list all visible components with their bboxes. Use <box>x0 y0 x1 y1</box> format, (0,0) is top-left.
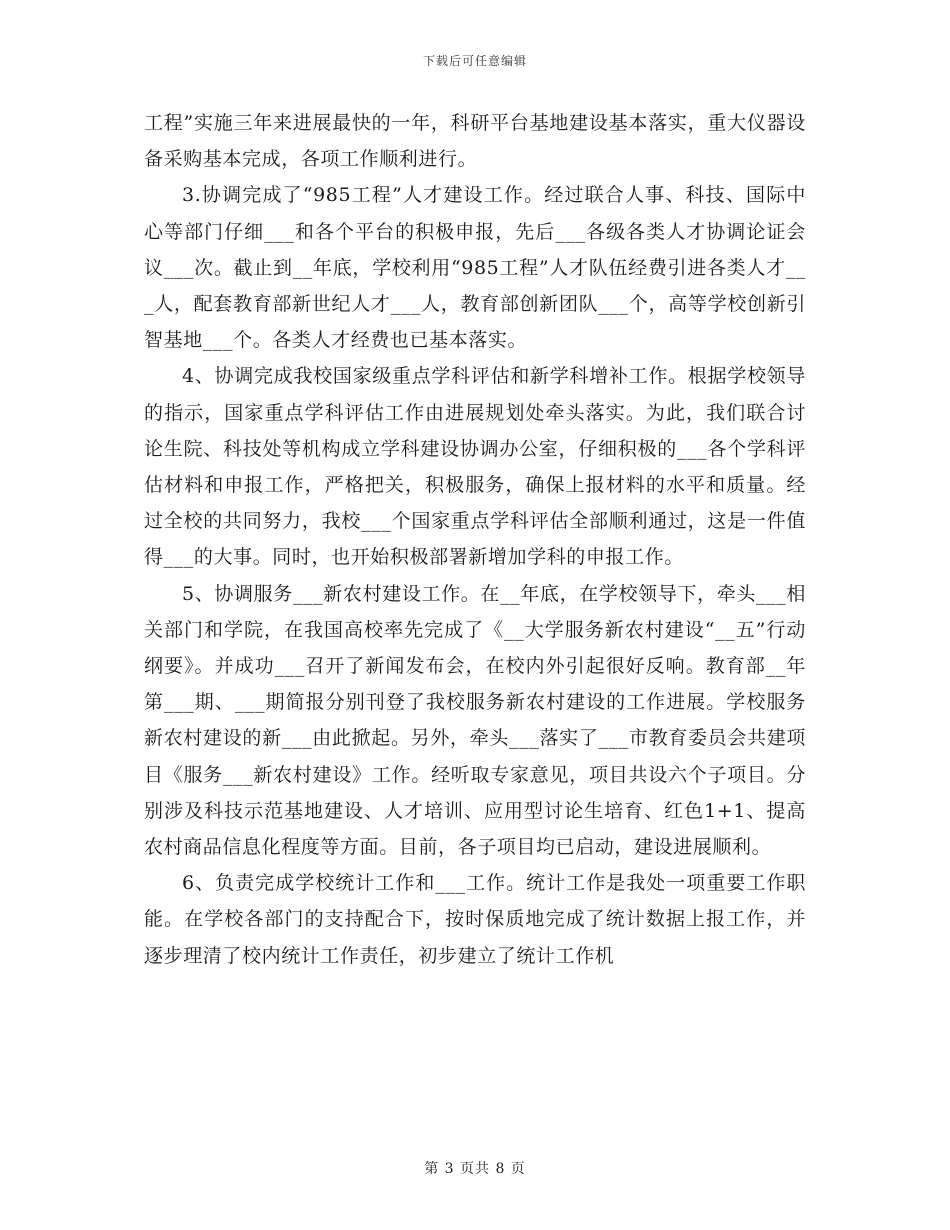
paragraph-item-3: 3.协调完成了“985工程”人才建设工作。经过联合人事、科技、国际中心等部门仔细___和各个平台的积极申报，先后___各级各类人才协调论证会议___次。截止到__年底，学校利用“985工程”人才队伍经费引进各类人才___人，配套教育部新世纪人才___人，教育部创新团队___个，高等学校创新引智基地___个。各类人才经费也已基本落实。 <box>144 184 806 352</box>
paragraph-item-4: 4、协调完成我校国家级重点学科评估和新学科增补工作。根据学校领导的指示，国家重点学科评估工作由进展规划处牵头落实。为此，我们联合讨论生院、科技处等机构成立学科建设协调办公室，仔细积极的___各个学科评估材料和申报工作，严格把关，积极服务，确保上报材料的水平和质量。经过全校的共同努力，我校___个国家重点学科评估全部顺利通过，这是一件值得___的大事。同时，也开始积极部署新增加学科的申报工作。 <box>144 365 806 569</box>
page-number-footer: 第 3 页共 8 页 <box>424 1161 526 1177</box>
page-header-note: 下载后可任意编辑 <box>422 54 527 68</box>
paragraph-continuation: 工程”实施三年来进展最快的一年，科研平台基地建设基本落实，重大仪器设备采购基本完成，各项工作顺利进行。 <box>144 112 806 171</box>
paragraph-item-5: 5、协调服务___新农村建设工作。在__年底，在学校领导下，牵头___相关部门和学院，在我国高校率先完成了《__大学服务新农村建设“__五”行动纲要》。并成功___召开了新闻发布会，在校内外引起很好反响。教育部__年第___期、___期简报分别刊登了我校服务新农村建设的工作进展。学校服务新农村建设的新___由此掀起。另外，牵头___落实了___市教育委员会共建项目《服务___新农村建设》工作。经听取专家意见，项目共设六个子项目。分别涉及科技示范基地建设、人才培训、应用型讨论生培育、红色1+1、提高农村商品信息化程度等方面。目前，各子项目均已启动，建设进展顺利。 <box>144 582 806 859</box>
paragraph-item-6: 6、负责完成学校统计工作和___工作。统计工作是我处一项重要工作职能。在学校各部门的支持配合下，按时保质地完成了统计数据上报工作，并逐步理清了校内统计工作责任，初步建立了统计工作机 <box>144 872 806 967</box>
document-body <box>144 105 806 974</box>
